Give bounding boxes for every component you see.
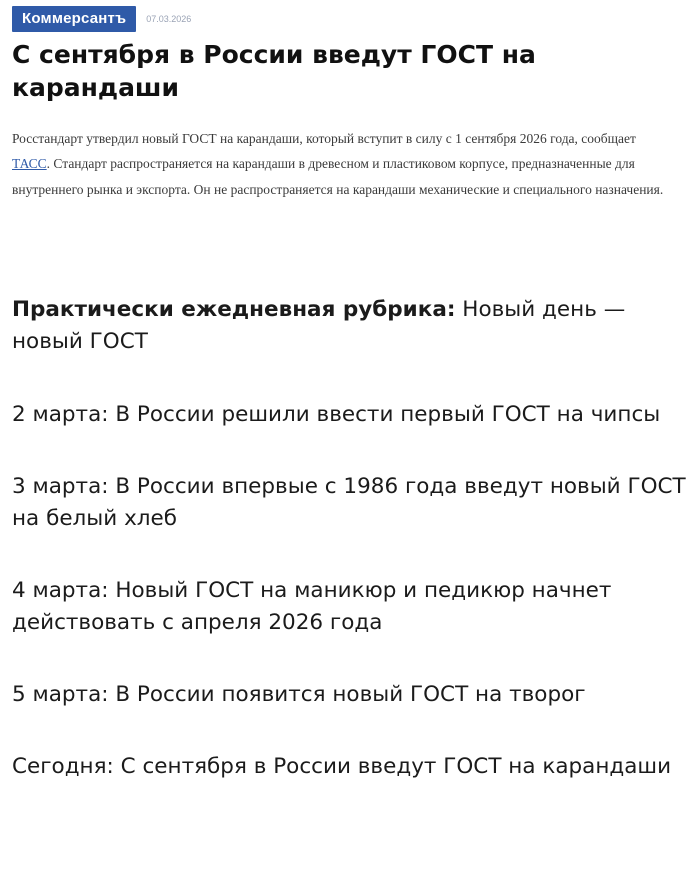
list-item: 2 марта: В России решили ввести первый ГОСТ на чипсы (12, 402, 661, 427)
news-screenshot-card (12, 0, 688, 278)
lead-text-end: . Стандарт распространяется на карандаши в древесном и пластиковом корпусе, предназначенные для внутреннего рынка и экспорта. Он не распространяется на карандаши механические и специального назначения. (12, 156, 664, 197)
lead-text-start: Росстандарт утвердил новый ГОСТ на карандаши, который вступит в силу с 1 сентября 2026 года, сообщает (12, 131, 636, 146)
source-link-tass[interactable]: ТАСС (12, 156, 47, 172)
publisher-logo[interactable]: Коммерсантъ (12, 6, 136, 32)
article-header (12, 6, 191, 32)
list-item: 4 марта: Новый ГОСТ на маникюр и педикюр начнет действовать с апреля 2026 года (12, 578, 612, 635)
post-intro (12, 294, 688, 358)
post-body (12, 294, 688, 823)
list-item: 5 марта: В России появится новый ГОСТ на творог (12, 682, 586, 707)
article-headline: С сентября в России введут ГОСТ на карандаши (12, 40, 536, 102)
post-intro-rest: Новый день — новый ГОСТ (12, 297, 626, 354)
list-item: Сегодня: С сентября в России введут ГОСТ на карандаши (12, 754, 672, 779)
article-lead (12, 126, 664, 202)
article-date: 07.03.2026 (146, 14, 192, 24)
post-intro-bold: Практически ежедневная рубрика: (12, 297, 456, 322)
list-item: 3 марта: В России впервые с 1986 года введут новый ГОСТ на белый хлеб (12, 474, 686, 531)
